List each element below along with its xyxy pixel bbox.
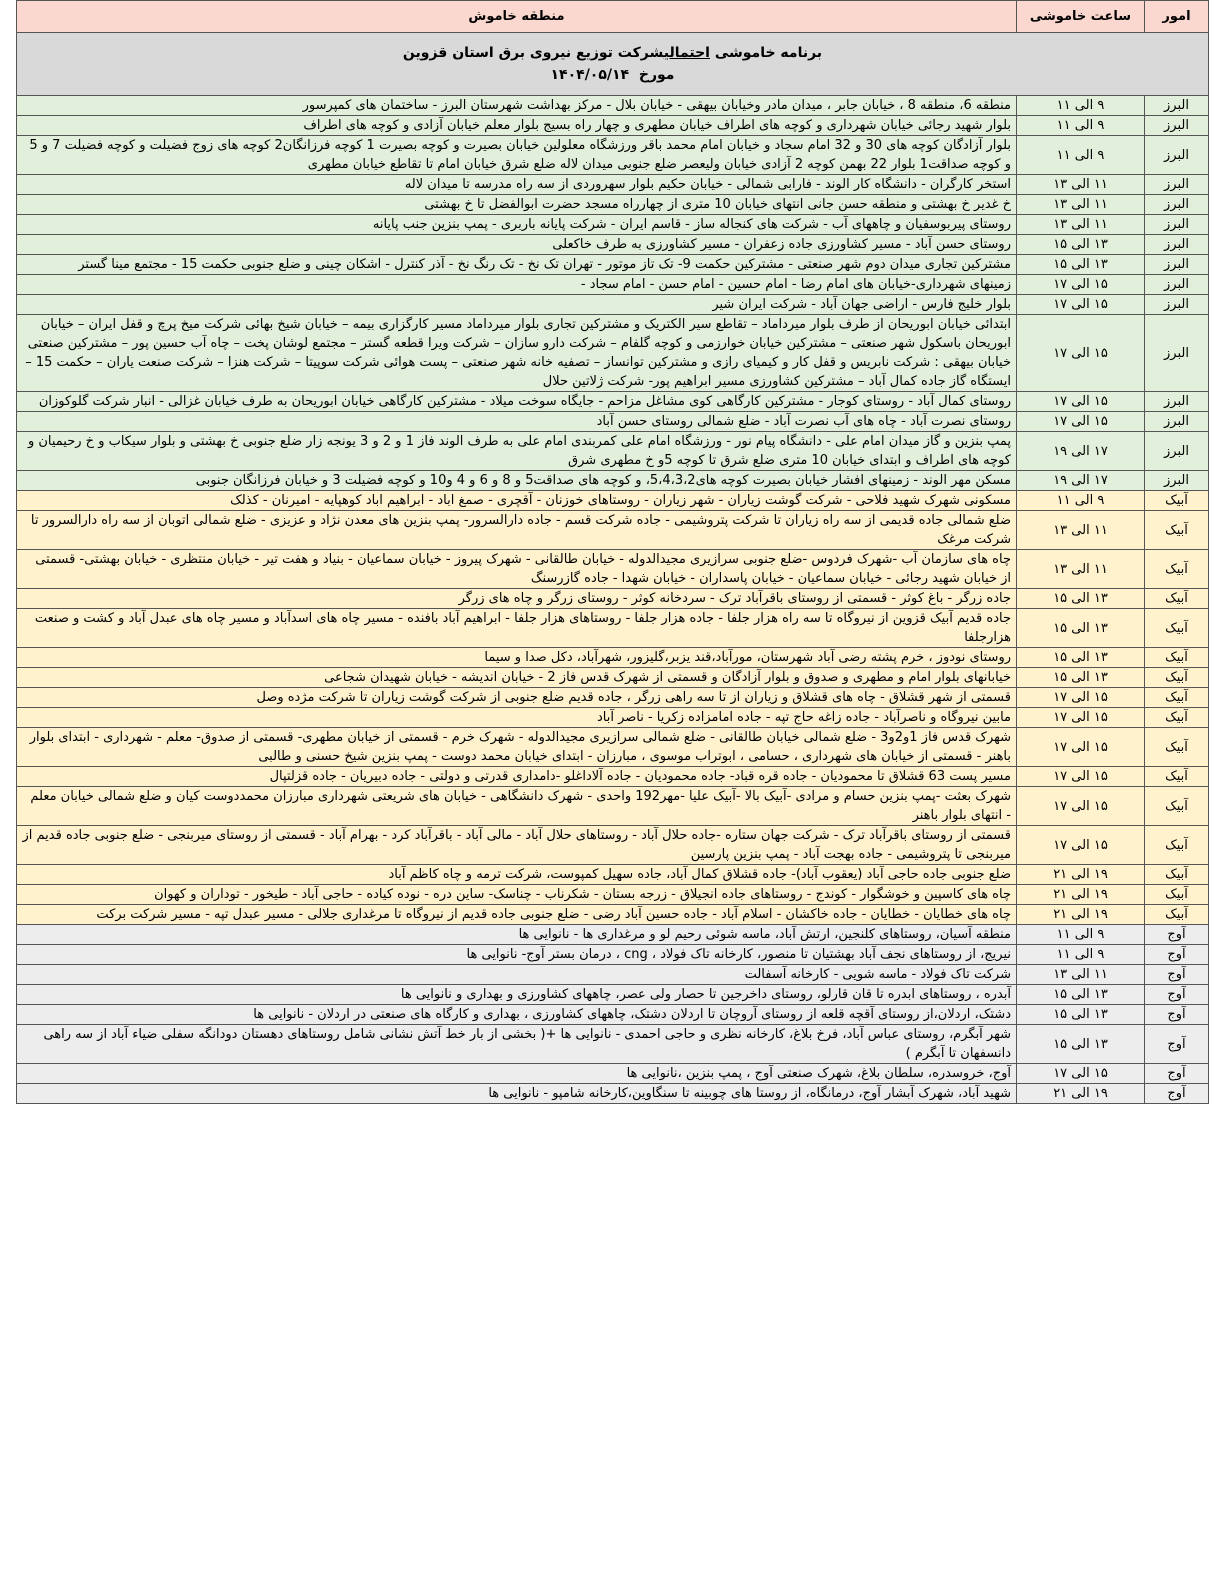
cell-outage-time: ۹ الی ۱۱ [1017,136,1145,175]
cell-outage-area: بلوار شهید رجائی خیابان شهرداری و کوچه های اطراف خیابان مطهری و چهار راه بسیج بلوار معلم خیابان آزادی و کوچه های اطراف [17,116,1017,136]
cell-outage-area: ضلع جنوبی جاده حاجی آباد (یعقوب آباد)- جاده قشلاق کمال آباد، جاده سهیل کمپوست، شرکت ترمه و چاه کاظم آباد [17,865,1017,885]
table-row [17,905,1209,925]
cell-outage-time: ۱۳ الی ۱۵ [1017,589,1145,609]
cell-omur: آبیک [1145,550,1209,589]
cell-omur: آبیک [1145,609,1209,648]
cell-outage-area: چاه های کاسپین و خوشگوار - کوندج - روستاهای جاده انجیلاق - زرجه بستان - شکرناب - چناسک- ساین دره - نوده کیاده - حاجی آباد - طیخور - توداران و کهوان [17,885,1017,905]
cell-omur: البرز [1145,215,1209,235]
cell-omur: آبیک [1145,905,1209,925]
cell-omur: آوج [1145,945,1209,965]
cell-outage-time: ۱۱ الی ۱۳ [1017,195,1145,215]
cell-outage-area: جاده قدیم آبیک قزوین از نیروگاه تا سه راه هزار جلفا - جاده هزار جلفا - روستاهای هزار جلفا - ابراهیم آباد بافنده - مسیر چاه های اسدآباد و مسیر چاه های عبدل آباد و کشت و صنعت هزارجلفا [17,609,1017,648]
cell-outage-time: ۱۷ الی ۱۹ [1017,432,1145,471]
cell-outage-time: ۱۵ الی ۱۷ [1017,708,1145,728]
cell-outage-area: روستای نودوز ، خرم پشته رضی آباد شهرستان، مورآباد،قند یزبر،گلیزور، شهرآباد، دکل صدا و سیما [17,648,1017,668]
cell-outage-time: ۱۳ الی ۱۵ [1017,668,1145,688]
cell-outage-area: شهر آبگرم، روستای عباس آباد، فرخ بلاغ، کارخانه نظری و حاجی احمدی - نانوایی ها +( بخشی از بار خط آتش نشانی شامل روستاهای دهستان دودانگه سفلی ضیاء آباد از سه راهی دانسفهان تا آبگرم ) [17,1025,1017,1064]
cell-outage-time: ۱۹ الی ۲۱ [1017,885,1145,905]
cell-omur: آوج [1145,1005,1209,1025]
cell-outage-area: منطقه 6، منطقه 8 ، خیابان جابر ، میدان مادر وخیابان بیهقی - خیابان بلال - مرکز بهداشت شهرستان البرز - ساختمان های کمپرسور [17,96,1017,116]
cell-omur: البرز [1145,432,1209,471]
column-header-time: ساعت خاموشی [1017,1,1145,33]
table-row [17,609,1209,648]
table-row [17,471,1209,491]
cell-omur: آبیک [1145,826,1209,865]
date-label: مورخ [638,67,675,83]
cell-omur: البرز [1145,96,1209,116]
title-emphasis: احتمالی [663,45,710,61]
table-row [17,688,1209,708]
cell-omur: البرز [1145,175,1209,195]
cell-outage-area: روستای نصرت آباد - چاه های آب نصرت آباد - ضلع شمالی روستای حسن آباد [17,412,1017,432]
cell-omur: آبیک [1145,728,1209,767]
cell-omur: البرز [1145,235,1209,255]
table-row [17,175,1209,195]
cell-omur: آبیک [1145,787,1209,826]
table-row [17,925,1209,945]
table-row [17,1084,1209,1104]
cell-outage-time: ۱۵ الی ۱۷ [1017,688,1145,708]
cell-omur: آوج [1145,1025,1209,1064]
cell-outage-area: ابتدائی خیابان ابوریحان از طرف بلوار میرداماد – تقاطع سیر الکتریک و مشترکین تجاری بلوار میرداماد مسیر کارگزاری بیمه – خیابان شیخ بهائی شرکت میخ پرچ و قفل ایران – خیابان ابوریحان باسکول شهر صنعتی – مشترکین خیابان خوارزمی و کوچه گلفام – شرکت دارو سازان – شرکت ویرا قطعه گستر – مجتمع لوشان پخت – چاه آب حسین پور – مشترکین صنعتی خیابان بیهقی : شرکت نابریس و قفل کار و کیمیای رازی و مشترکین توانساز – تصفیه خانه شهر صنعتی – پست هوائی شرکت سوپیتا – شرکت هنزا – شرکت صنعت یاران – حکمت 15 – ایستگاه گاز جاده کمال آباد – مشترکین کشاورزی مسیر ابراهیم پور- شرکت ژلاتین حلال [17,315,1017,392]
table-row [17,648,1209,668]
cell-outage-area: قسمتی از روستای باقرآباد ترک - شرکت جهان ستاره -جاده حلال آباد - روستاهای حلال آباد - مالی آباد - باقرآباد کرد - بهرام آباد - قسمتی از روستای میربنجی - ضلع جنوبی جاده قدیم از میربنجی تا پتروشیمی - جاده بهجت آباد - پمپ بنزین پارسین [17,826,1017,865]
cell-outage-time: ۹ الی ۱۱ [1017,116,1145,136]
cell-outage-time: ۱۵ الی ۱۷ [1017,1064,1145,1084]
cell-omur: آبیک [1145,668,1209,688]
cell-outage-area: قسمتی از شهر قشلاق - چاه های قشلاق و زیاران از تا سه راهی زرگر ، جاده قدیم ضلع جنوبی از شرکت گوشت زیاران تا شرکت مژده وصل [17,688,1017,708]
cell-outage-area: روستای پیربوسفیان و چاههای آب - شرکت های کنجاله ساز - قاسم ایران - شرکت پایانه باربری - پمپ بنزین جنب پایانه [17,215,1017,235]
table-row [17,195,1209,215]
cell-omur: البرز [1145,116,1209,136]
table-row [17,295,1209,315]
table-row [17,589,1209,609]
cell-outage-time: ۱۹ الی ۲۱ [1017,865,1145,885]
table-row [17,728,1209,767]
cell-outage-time: ۱۱ الی ۱۳ [1017,511,1145,550]
table-body [17,96,1209,1104]
cell-outage-area: استخر کارگران - دانشگاه کار الوند - فارابی شمالی - خیابان حکیم بلوار سهروردی از سه راه مدرسه تا میدان لاله [17,175,1017,195]
table-row [17,787,1209,826]
cell-outage-time: ۹ الی ۱۱ [1017,96,1145,116]
cell-outage-area: مسیر پست 63 قشلاق تا محمودیان - جاده قره قباد- جاده محمودیان - جاده آلاداغلو -دامداری قدرتی و دولتی - جاده دبیریان - جاده قزلتپال [17,767,1017,787]
table-row [17,865,1209,885]
table-row [17,116,1209,136]
cell-outage-area: مابین نیروگاه و ناصرآباد - جاده زاغه حاج تپه - جاده امامزاده زکریا - ناصر آباد [17,708,1017,728]
cell-outage-area: مسکن مهر الوند - زمینهای افشار خیابان بصیرت کوچه های5،4،3،2، و کوچه های صداقت5 و 8 و 6 و 4 و10 و کوچه فضیلت 3 و خیابان فرزانگان جنوبی [17,471,1017,491]
table-row [17,985,1209,1005]
table-row [17,255,1209,275]
table-row [17,1025,1209,1064]
cell-outage-time: ۱۹ الی ۲۱ [1017,1084,1145,1104]
cell-outage-time: ۱۵ الی ۱۷ [1017,767,1145,787]
cell-outage-time: ۱۱ الی ۱۳ [1017,215,1145,235]
cell-outage-area: چاه های خطایان - خطایان - جاده خاکشان - اسلام آباد - جاده حسین آباد رضی - ضلع جنوبی جاده قدیم از نیروگاه تا مرغداری جلالی - مسیر عبدل تپه - مسیر شرکت برکت [17,905,1017,925]
cell-omur: آبیک [1145,767,1209,787]
cell-outage-time: ۱۷ الی ۱۹ [1017,471,1145,491]
table-row [17,668,1209,688]
cell-omur: آبیک [1145,511,1209,550]
table-row [17,235,1209,255]
table-row [17,432,1209,471]
cell-outage-area: شهید آباد، شهرک آبشار آوج، درمانگاه، از روستا های چوبینه تا سنگاوین،کارخانه شامپو - نانوایی ها [17,1084,1017,1104]
cell-outage-time: ۱۳ الی ۱۵ [1017,609,1145,648]
cell-omur: آبیک [1145,648,1209,668]
table-row [17,1064,1209,1084]
cell-outage-area: شرکت تاک فولاد - ماسه شویی - کارخانه آسفالت [17,965,1017,985]
cell-outage-area: نیریج، از روستاهای نجف آباد بهشتیان تا منصور، کارخانه تاک فولاد ، cng ، درمان بستر آوج- نانوایی ها [17,945,1017,965]
cell-omur: آبیک [1145,688,1209,708]
table-row [17,275,1209,295]
cell-outage-time: ۱۵ الی ۱۷ [1017,412,1145,432]
cell-omur: البرز [1145,412,1209,432]
cell-outage-time: ۹ الی ۱۱ [1017,925,1145,945]
cell-outage-time: ۱۵ الی ۱۷ [1017,315,1145,392]
cell-omur: آبیک [1145,865,1209,885]
cell-omur: آوج [1145,985,1209,1005]
cell-outage-time: ۱۵ الی ۱۷ [1017,826,1145,865]
cell-outage-time: ۱۱ الی ۱۳ [1017,175,1145,195]
cell-outage-time: ۱۳ الی ۱۵ [1017,1005,1145,1025]
cell-outage-time: ۹ الی ۱۱ [1017,491,1145,511]
cell-outage-area: مشترکین تجاری میدان دوم شهر صنعتی - مشترکین حکمت 9- تک تاز موتور - تهران تک نخ - تک رنگ نخ - آذر کنترل - اشکان چینی و ضلع جنوبی حکمت 15 - مجتمع مینا گستر [17,255,1017,275]
cell-outage-time: ۱۱ الی ۱۳ [1017,965,1145,985]
table-row [17,491,1209,511]
table-row [17,215,1209,235]
cell-omur: آوج [1145,965,1209,985]
date-line [17,64,1208,86]
cell-omur: البرز [1145,255,1209,275]
cell-omur: البرز [1145,315,1209,392]
cell-omur: آبیک [1145,885,1209,905]
cell-outage-time: ۱۳ الی ۱۵ [1017,985,1145,1005]
cell-outage-time: ۱۱ الی ۱۳ [1017,550,1145,589]
cell-omur: آوج [1145,1064,1209,1084]
cell-outage-time: ۱۵ الی ۱۷ [1017,728,1145,767]
table-row [17,136,1209,175]
cell-omur: البرز [1145,392,1209,412]
outage-schedule-sheet [16,0,1208,1104]
document-title [17,33,1209,96]
table-row [17,315,1209,392]
title-post: شرکت توزیع نیروی برق استان قزوین [402,45,664,61]
cell-outage-time: ۱۳ الی ۱۵ [1017,1025,1145,1064]
cell-outage-area: جاده زرگر - باغ کوثر - قسمتی از روستای باقرآباد ترک - سردخانه کوثر - روستای زرگر و چاه های زرگر [17,589,1017,609]
table-row [17,412,1209,432]
cell-omur: آوج [1145,1084,1209,1104]
table-row [17,550,1209,589]
table-row [17,392,1209,412]
cell-outage-area: خیابانهای بلوار امام و مطهری و صدوق و بلوار آزادگان و قسمتی از شهرک قدس فاز 2 - خیابان اندیشه - خیابان شهیدان شجاعی [17,668,1017,688]
cell-outage-area: شهرک قدس فاز 1و2و3 - ضلع شمالی خیابان طالقانی - ضلع شمالی سرازیری مجیدالدوله - شهرک خرم - قسمتی از خیابان مطهری- قسمتی از صدوق- معلم - شهرداری - ابتدای بلوار باهنر - قسمتی از خیابان های شهرداری ، حسامی ، ابوتراب موسوی ، مبارزان - ابتدای خیابان محمد دوست - پمپ بنزین شیخ حسنی و طالبی [17,728,1017,767]
cell-outage-area: بلوار آزادگان کوچه های 30 و 32 امام سجاد و خیابان امام محمد باقر ورزشگاه معلولین خیابان بصیرت و کوچه بصیرت 1 کوچه فرزانگان2 کوچه های زوج فضیلت و کوچه فضیلت 7 و 5 و کوچه صداقت1 بلوار 22 بهمن کوچه 2 آزادی خیابان ولیعصر ضلع جنوبی میدان لاله ضلع شرق خیابان امام تا تقاطع خیابان مطهری [17,136,1017,175]
cell-outage-time: ۱۳ الی ۱۵ [1017,235,1145,255]
cell-outage-area: روستای کمال آباد - روستای کوجار - مشترکین کارگاهی کوی مشاغل مزاحم - جایگاه سوخت میلاد - مشترکین کارگاهی خیابان ابوریحان به طرف خیابان غزالی - انبار شرکت گلوکوزان [17,392,1017,412]
cell-omur: آبیک [1145,491,1209,511]
cell-outage-area: پمپ بنزین و گاز میدان امام علی - دانشگاه پیام نور - ورزشگاه امام علی کمربندی امام علی به طرف الوند فاز 1 و 2 و 3 یونجه زار ضلع جنوبی خ بهشتی و بلوار سیکاب و خ رحیمیان و کوچه های اطراف و ابتدای خیابان 10 متری ضلع شرق تا کوچه 5و خ مطهری شرق [17,432,1017,471]
cell-outage-area: دشتک، اردلان،از روستای آقچه قلعه از روستای آروچان تا اردلان دشتک، چاههای کشاورزی ، بهداری و کارگاه های صنعتی در اردلان - نانوایی ها [17,1005,1017,1025]
cell-outage-time: ۱۳ الی ۱۵ [1017,255,1145,275]
table-row [17,826,1209,865]
column-header-omur: امور [1145,1,1209,33]
title-line [17,42,1208,64]
table-row [17,767,1209,787]
cell-omur: البرز [1145,471,1209,491]
cell-omur: البرز [1145,195,1209,215]
cell-outage-area: آوج، خروسدره، سلطان بلاغ، شهرک صنعتی آوج ، پمپ بنزین ،نانوایی ها [17,1064,1017,1084]
column-header-area: منطقه خاموش [17,1,1017,33]
cell-outage-time: ۱۵ الی ۱۷ [1017,787,1145,826]
title-pre: برنامه خاموشی [714,45,823,61]
cell-outage-area: خ غدیر خ بهشتی و منطقه حسن جانی انتهای خیابان 10 متری از چهارراه مسجد حضرت ابوالفضل تا خ بهشتی [17,195,1017,215]
document-date: ۱۴۰۴/۰۵/۱۴ [550,67,630,83]
cell-outage-area: شهرک بعثت -پمپ بنزین حسام و مرادی -آبیک بالا -آبیک علیا -مهر192 واحدی - شهرک دانشگاهی - خیابان های شریعتی شهرداری مبارزان محمددوست کیان و ضلع شمالی خیابان معلم - انتهای بلوار باهنر [17,787,1017,826]
cell-omur: البرز [1145,275,1209,295]
title-row [17,33,1209,96]
cell-outage-time: ۱۵ الی ۱۷ [1017,392,1145,412]
cell-omur: آوج [1145,925,1209,945]
table-row [17,965,1209,985]
table-row [17,511,1209,550]
cell-omur: البرز [1145,136,1209,175]
cell-outage-area: روستای حسن آباد - مسیر کشاورزی جاده زعفران - مسیر کشاورزی به طرف خاکعلی [17,235,1017,255]
cell-omur: آبیک [1145,708,1209,728]
cell-outage-time: ۱۳ الی ۱۵ [1017,648,1145,668]
column-header-row [17,1,1209,33]
cell-outage-time: ۱۵ الی ۱۷ [1017,295,1145,315]
table-row [17,96,1209,116]
cell-outage-area: چاه های سازمان آب -شهرک فردوس -ضلع جنوبی سرازیری مجیدالدوله - خیابان طالقانی - شهرک پیروز - خیابان سماعیان - بنیاد و هفت تیر - خیابان منتظری - خیابان بهشتی- قسمتی از خیابان شهید رجائی - خیابان سماعیان - خیابان پاسداران - خیابان شهدا - جاده گازرسنگ [17,550,1017,589]
cell-outage-area: مسکونی شهرک شهید فلاحی - شرکت گوشت زیاران - شهر زیاران - روستاهای خوزنان - آقچری - صمغ اباد - ابراهیم اباد کوهپایه - امیرنان - کذلک [17,491,1017,511]
cell-outage-time: ۱۹ الی ۲۱ [1017,905,1145,925]
table-row [17,945,1209,965]
cell-omur: آبیک [1145,589,1209,609]
cell-outage-area: زمینهای شهرداری-خیابان های امام رضا - امام حسین - امام حسن - امام سجاد - [17,275,1017,295]
cell-outage-area: آبدره ، روستاهای ابدره تا قان قارلو، روستای داخرجین تا حصار ولی عصر، چاههای کشاورزی و بهداری و نانوایی ها [17,985,1017,1005]
cell-outage-time: ۹ الی ۱۱ [1017,945,1145,965]
cell-outage-area: منطقه آسیان، روستاهای کلنجین، ارتش آباد، ماسه شوئی رحیم لو و مرغداری ها - نانوایی ها [17,925,1017,945]
cell-omur: البرز [1145,295,1209,315]
cell-outage-time: ۱۵ الی ۱۷ [1017,275,1145,295]
cell-outage-area: بلوار خلیج فارس - اراضی جهان آباد - شرکت ایران شیر [17,295,1017,315]
cell-outage-area: ضلع شمالی جاده قدیمی از سه راه زیاران تا شرکت پتروشیمی - جاده شرکت قسم - جاده دارالسرور- پمپ بنزین های معدن نژاد و عزیزی - ضلع شمالی اتوبان از سه راه دارالسرور تا شرکت مرغک [17,511,1017,550]
table-row [17,885,1209,905]
outage-table [16,0,1209,1104]
table-row [17,708,1209,728]
table-row [17,1005,1209,1025]
